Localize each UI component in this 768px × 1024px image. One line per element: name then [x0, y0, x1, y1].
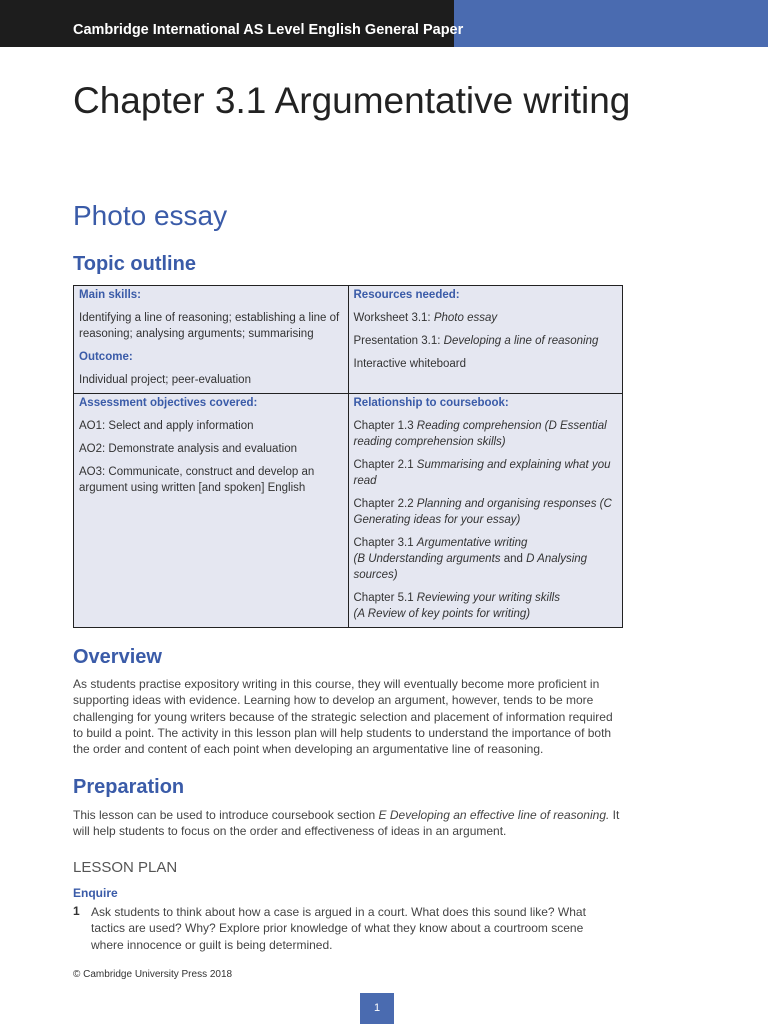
- overview-heading: Overview: [73, 646, 162, 668]
- table-row: [74, 394, 623, 628]
- objectives-label: Assessment objectives covered:: [79, 397, 258, 409]
- lesson-plan-heading: LESSON PLAN: [73, 859, 178, 876]
- preparation-heading: Preparation: [73, 776, 185, 798]
- skills-cell: [74, 286, 349, 394]
- enquire-subheading: Enquire: [73, 886, 118, 900]
- relationship-item: Chapter 1.3 Reading comprehension (D Essential reading comprehension skills): [353, 420, 607, 448]
- objective-item: AO2: Demonstrate analysis and evaluation: [79, 443, 297, 455]
- section-title: Photo essay: [73, 200, 228, 231]
- step-number: 1: [73, 904, 80, 918]
- resources-cell: [348, 286, 623, 394]
- chapter-title: Chapter 3.1 Argumentative writing: [73, 80, 631, 121]
- overview-text: As students practise expository writing in this course, they will eventually become more proficient in supporting ideas with evidence. Learning how to develop an argument, however, tends to be more challenging for young writers because of the strategic selection and placement of information required to build a point. The activity in this lesson plan will help students to understand the importance of both the order and content of each point when developing an argumentative line of reasoning.: [73, 677, 613, 757]
- relationship-item: Chapter 2.2 Planning and organising responses (C Generating ideas for your essay): [353, 498, 612, 526]
- relationship-label: Relationship to coursebook:: [353, 397, 509, 409]
- page-number: 1: [360, 993, 394, 1024]
- resources-label: Resources needed:: [353, 289, 460, 301]
- relationship-item: Chapter 5.1 Reviewing your writing skills (A Review of key points for writing): [353, 592, 560, 620]
- objectives-cell: [74, 394, 349, 628]
- resource-item: Interactive whiteboard: [353, 358, 467, 370]
- relationship-item: Chapter 3.1 Argumentative writing (B Understanding arguments and D Analysing sources): [353, 537, 588, 581]
- table-row: [74, 286, 623, 394]
- outcome-label: Outcome:: [79, 351, 133, 363]
- main-skills-text: Identifying a line of reasoning; establishing a line of reasoning; analysing arguments; summarising: [79, 312, 340, 340]
- outcome-text: Individual project; peer-evaluation: [79, 374, 251, 386]
- copyright-notice: © Cambridge University Press 2018: [73, 969, 233, 980]
- objective-item: AO3: Communicate, construct and develop an argument using written [and spoken] English: [79, 466, 315, 494]
- resource-item: Worksheet 3.1: Photo essay: [353, 312, 498, 324]
- step-text: Ask students to think about how a case is argued in a court. What does this sound like? What tactics are used? Why? Explore prior knowledge of what they know about a courtroom scene where innocence or guilt is being determined.: [91, 905, 586, 952]
- relationship-cell: [348, 394, 623, 628]
- resource-item: Presentation 3.1: Developing a line of reasoning: [353, 335, 599, 347]
- topic-outline-table: [73, 285, 623, 628]
- objective-item: AO1: Select and apply information: [79, 420, 254, 432]
- topic-outline-heading: Topic outline: [73, 253, 196, 275]
- header-accent-block: [454, 0, 768, 47]
- relationship-item: Chapter 2.1 Summarising and explaining what you read: [353, 459, 611, 487]
- book-title: Cambridge International AS Level English General Paper: [73, 22, 464, 38]
- main-skills-label: Main skills:: [79, 289, 141, 301]
- preparation-text: This lesson can be used to introduce coursebook section E Developing an effective line of reasoning. It will help students to focus on the order and effectiveness of ideas in an argument.: [73, 808, 620, 839]
